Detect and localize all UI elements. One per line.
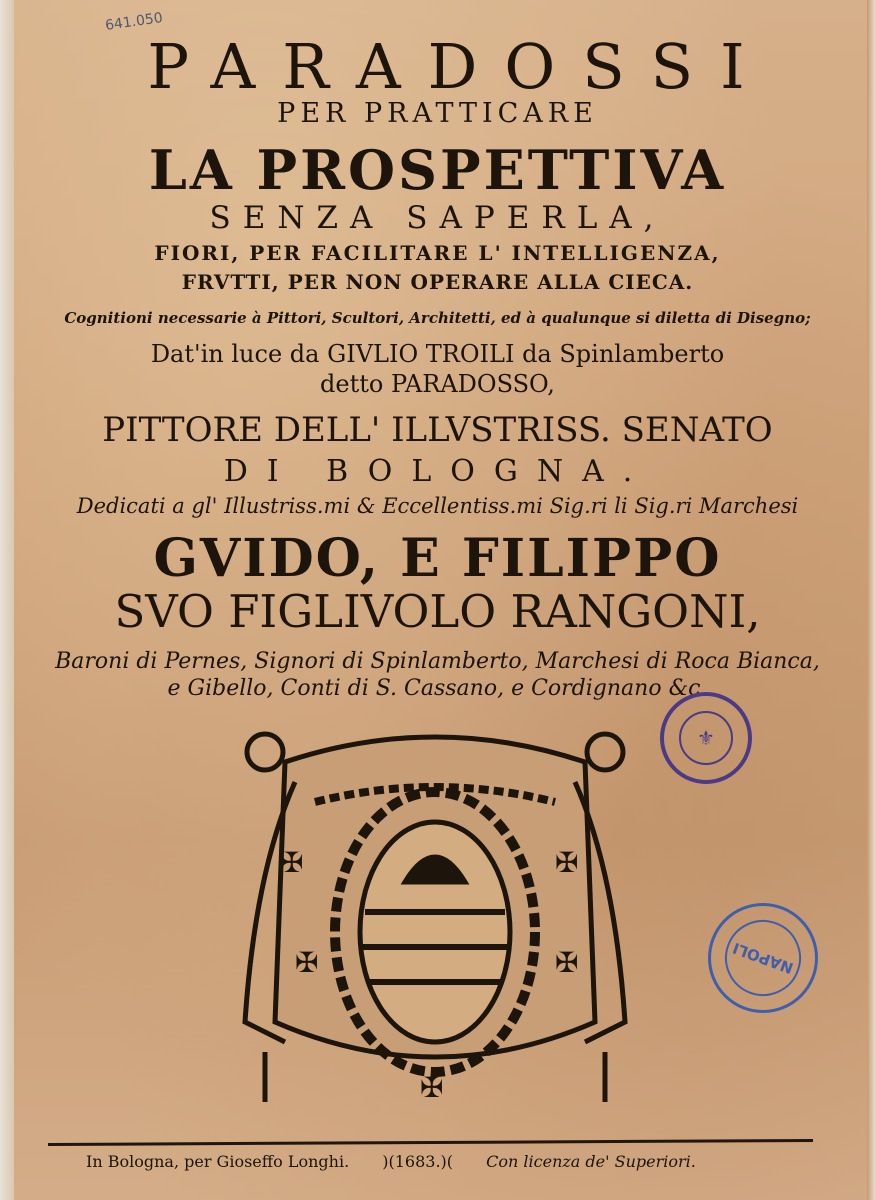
dedicatee-names: GVIDO, E FILIPPO xyxy=(153,528,722,589)
imprint-place-printer: In Bologna, per Gioseffo Longhi. xyxy=(86,1152,350,1171)
shelfmark: 641.050 xyxy=(104,10,164,34)
title-line-6: FRVTTI, PER NON OPERARE ALLA CIECA. xyxy=(181,270,694,294)
dedication-line: Dedicati a gl' Illustriss.mi & Eccellentiss.mi Sig.ri li Sig.ri Marchesi xyxy=(76,494,799,518)
author-title: PITTORE DELL' ILLVSTRISS. SENATO xyxy=(102,410,773,450)
svg-text:✠: ✠ xyxy=(420,1071,444,1104)
title-line-5: FIORI, PER FACILITARE L' INTELLIGENZA, xyxy=(154,241,721,265)
svg-text:✠: ✠ xyxy=(555,846,579,879)
imprint xyxy=(86,1152,724,1171)
title-line-2: PER PRATTICARE xyxy=(277,98,598,129)
biblioteca-nazionale-stamp xyxy=(708,903,818,1013)
imprint-year: )(1683.)( xyxy=(382,1152,454,1171)
svg-text:✠: ✠ xyxy=(295,946,319,979)
imprint-license: Con licenza de' Superiori. xyxy=(486,1152,696,1171)
coat-of-arms-woodcut xyxy=(225,722,645,1122)
svg-text:✠: ✠ xyxy=(555,946,579,979)
stamp-crest-icon: ⚜ xyxy=(679,711,733,765)
author-line: Dat'in luce da GIVLIO TROILI da Spinlamberto xyxy=(150,340,725,368)
title-line-3: LA PROSPETTIVA xyxy=(148,138,727,202)
dedicatee-titles-1: Baroni di Pernes, Signori di Spinlamberto, Marchesi di Roca Bianca, xyxy=(55,649,820,674)
svg-text:✠: ✠ xyxy=(280,846,304,879)
author-city: DI BOLOGNA. xyxy=(223,454,652,489)
title-main: PARADOSSI xyxy=(147,30,772,103)
stamp-napoli-text: NAPOLI xyxy=(714,909,811,1006)
dedicatee-family: SVO FIGLIVOLO RANGONI, xyxy=(114,585,761,638)
library-crest-stamp xyxy=(660,692,752,784)
subtitle-audience: Cognitioni necessarie à Pittori, Scultori, Architetti, ed à qualunque si diletta di Disegno; xyxy=(64,309,811,327)
title-line-4: SENZA SAPERLA, xyxy=(209,200,666,236)
author-alias: detto PARADOSSO, xyxy=(320,370,555,398)
dedicatee-titles-2: e Gibello, Conti di S. Cassano, e Cordignano &c. xyxy=(167,676,708,701)
imprint-rule xyxy=(48,1139,813,1146)
